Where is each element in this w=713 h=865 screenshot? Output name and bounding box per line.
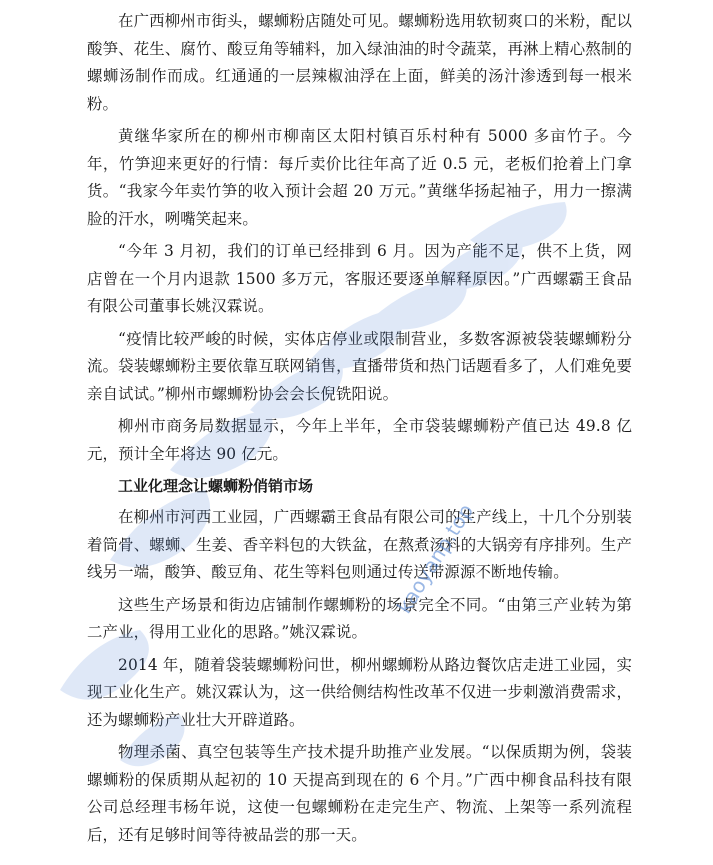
paragraph-8: 2014 年，随着袋装螺蛳粉问世，柳州螺蛳粉从路边餐饮店走进工业园，实现工业化生产。姚汉霖认为，这一供给侧结构性改革不仅进一步刺激消费需求，还为螺蛳粉产业壮大开辟道路。: [87, 655, 632, 729]
paragraph-4: “疫情比较严峻的时候，实体店停业或限制营业，多数客源被袋装螺蛳粉分流。袋装螺蛳粉主要依靠互联网销售，直播带货和热门话题看多了，人们难免要亲自试试。”柳州市螺蛳粉协会会长倪铣阳说。: [87, 329, 632, 403]
paragraph-3: “今年 3 月初，我们的订单已经排到 6 月。因为产能不足，供不上货，网店曾在一个月内退款 1500 多万元，客服还要逐单解释原因。”广西螺霸王食品有限公司董事长姚汉霖说。: [87, 242, 632, 315]
paragraph-5: 柳州市商务局数据显示，今年上半年，全市袋装螺蛳粉产值已达 49.8 亿元，预计全年将达 90 亿元。: [87, 417, 632, 463]
article-body: [87, 8, 632, 854]
paragraph-7: 这些生产场景和街边店铺制作螺蛳粉的场景完全不同。“由第三产业转为第二产业，得用工业化的思路。”姚汉霖说。: [87, 595, 632, 641]
paragraph-2: 黄继华家所在的柳州市柳南区太阳村镇百乐村种有 5000 多亩竹子。今年，竹笋迎来更好的行情：每斤卖价比往年高了近 0.5 元，老板们抢着上门拿货。“我家今年卖竹笋的收入预计会超 20 万元。”黄继华扬起袖子，用力一擦满脸的汗水，咧嘴笑起来。: [87, 127, 632, 228]
watermark-text: kaoyanp.top: [391, 499, 479, 618]
paragraph-6: 在柳州市河西工业园，广西螺霸王食品有限公司的生产线上，十几个分别装着筒骨、螺蛳、生姜、香辛料包的大铁盆，在熬煮汤料的大锅旁有序排列。生产线另一端，酸笋、酸豆角、花生等料包则通过传送带源源不断地传输。: [87, 508, 632, 581]
paragraph-1: 在广西柳州市街头，螺蛳粉店随处可见。螺蛳粉选用软韧爽口的米粉，配以酸笋、花生、腐竹、酸豆角等辅料，加入绿油油的时令蔬菜，再淋上精心熬制的螺蛳汤制作而成。红通通的一层辣椒油浮在上面，鲜美的汤汁渗透到每一根米粉。: [87, 12, 632, 113]
section-heading: 工业化理念让螺蛳粉俏销市场: [118, 477, 314, 495]
paragraph-9: 物理杀菌、真空包装等生产技术提升助推产业发展。“以保质期为例，袋装螺蛳粉的保质期从起初的 10 天提高到现在的 6 个月。”广西中柳食品科技有限公司总经理韦杨年说，这使一包螺蛳粉在走完生产、物流、上架等一系列流程后，还有足够时间等待被品尝的那一天。: [87, 743, 632, 844]
